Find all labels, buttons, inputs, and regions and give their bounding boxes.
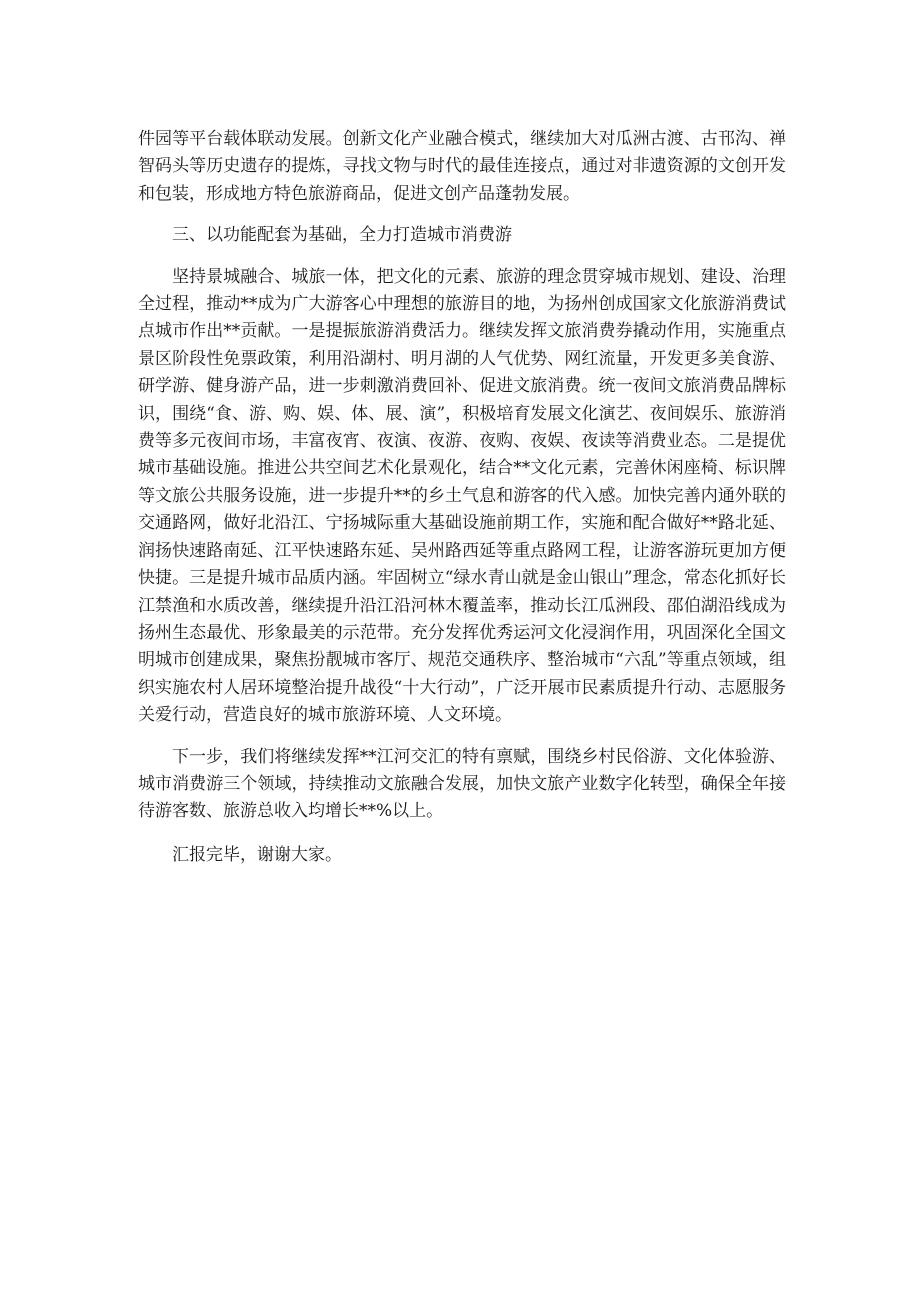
- section-heading: 三、以功能配套为基础，全力打造城市消费游: [172, 225, 512, 246]
- paragraph-closing: 汇报完毕，谢谢大家。: [172, 844, 342, 865]
- paragraph-continuation: 件园等平台载体联动发展。创新文化产业融合模式，继续加大对瓜洲古渡、古邗沟、禅智码头等历史遗存的提炼，寻找文物与时代的最佳连接点，通过对非遗资源的文创开发和包装，形成地方特色旅游商品，促进文创产品蓬勃发展。: [138, 129, 786, 204]
- document-body: [138, 126, 786, 883]
- paragraph-next-steps: 下一步，我们将继续发挥**江河交汇的特有禀赋，围绕乡村民俗游、文化体验游、城市消费游三个领域，持续推动文旅融合发展，加快文旅产业数字化转型，确保全年接待游客数、旅游总收入均增长**%以上。: [138, 746, 786, 822]
- paragraph-city-consumption: 坚持景城融合、城旅一体，把文化的元素、旅游的理念贯穿城市规划、建设、治理全过程，推动**成为广大游客心中理想的旅游目的地，为扬州创成国家文化旅游消费试点城市作出**贡献。一是提振旅游消费活力。继续发挥文旅消费券撬动作用，实施重点景区阶段性免票政策，利用沿湖村、明月湖的人气优势、网红流量，开发更多美食游、研学游、健身游产品，进一步刺激消费回补、促进文旅消费。统一夜间文旅消费品牌标识，围绕“食、游、购、娱、体、展、演”，积极培育发展文化演艺、夜间娱乐、旅游消费等多元夜间市场，丰富夜宵、夜演、夜游、夜购、夜娱、夜读等消费业态。二是提优城市基础设施。推进公共空间艺术化景观化，结合**文化元素，完善休闲座椅、标识牌等文旅公共服务设施，进一步提升**的乡土气息和游客的代入感。加快完善内通外联的交通路网，做好北沿江、宁扬城际重大基础设施前期工作，实施和配合做好**路北延、润扬快速路南延、江平快速路东延、吴州路西延等重点路网工程，让游客游玩更加方便快捷。三是提升城市品质内涵。牢固树立“绿水青山就是金山银山”理念，常态化抓好长江禁渔和水质改善，继续提升沿江沿河林木覆盖率，推动长江瓜洲段、邵伯湖沿线成为扬州生态最优、形象最美的示范带。充分发挥优秀运河文化浸润作用，巩固深化全国文明城市创建成果，聚焦扮靓城市客厅、规范交通秩序、整治城市“六乱”等重点领域，组织实施农村人居环境整治提升战役“十大行动”，广泛开展市民素质提升行动、志愿服务关爱行动，营造良好的城市旅游环境、人文环境。: [138, 266, 786, 726]
